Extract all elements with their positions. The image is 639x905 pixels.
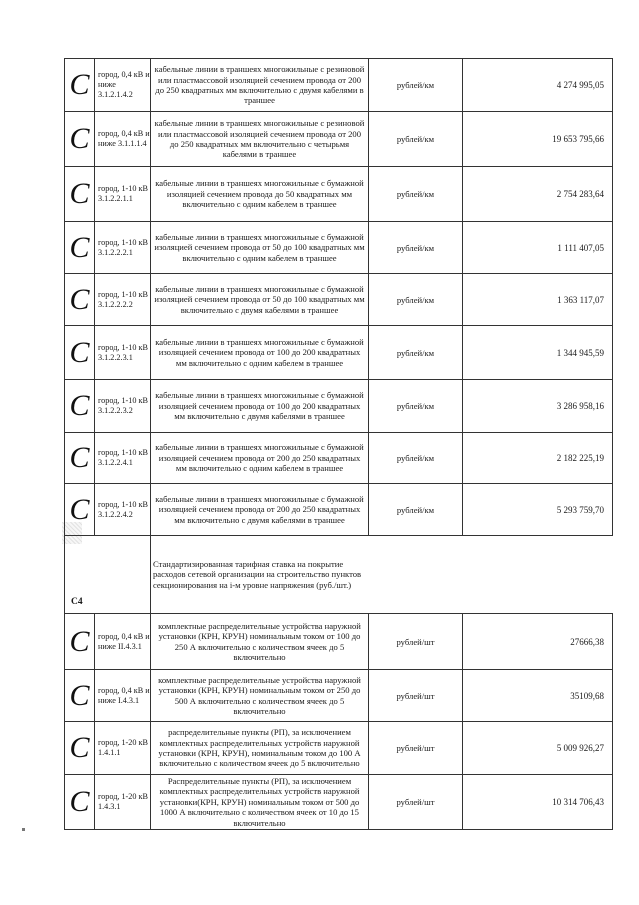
row-unit: рублей/км — [369, 274, 463, 326]
tariff-row — [65, 433, 613, 484]
row-code: город, 1-20 кВ 1.4.1.1 — [95, 722, 151, 775]
section-title-cell — [151, 536, 369, 614]
tariff-row — [65, 775, 613, 830]
row-value: 5 009 926,27 — [463, 722, 613, 775]
row-unit: рублей/шт — [369, 722, 463, 775]
row-unit: рублей/км — [369, 380, 463, 433]
row-value: 4 274 995,05 — [463, 59, 613, 112]
symbol-c: С — [65, 380, 95, 433]
row-description: комплектные распределительные устройства наружной установки (КРН, КРУН) номинальным током от 250 до 500 А включительно с количеством ячеек до 5 включительно — [151, 670, 369, 722]
symbol-c: С — [65, 614, 95, 670]
row-description: кабельные линии в траншеях многожильные с бумажной изоляцией сечением провода от 200 до 250 квадратных мм включительно с одним кабелем в траншее — [151, 433, 369, 484]
tariff-row — [65, 484, 613, 536]
symbol-c: С — [65, 670, 95, 722]
row-unit: рублей/км — [369, 222, 463, 274]
row-code: город, 0,4 кВ и ниже 3.1.2.1.4.2 — [95, 59, 151, 112]
tariff-row — [65, 167, 613, 222]
row-unit: рублей/км — [369, 59, 463, 112]
row-code: город, 1-10 кВ 3.1.2.2.4.2 — [95, 484, 151, 536]
row-unit: рублей/км — [369, 433, 463, 484]
row-code: город, 1-10 кВ 3.1.2.2.4.1 — [95, 433, 151, 484]
row-value: 1 344 945,59 — [463, 326, 613, 380]
row-value: 2 182 225,19 — [463, 433, 613, 484]
row-code: город, 1-20 кВ 1.4.3.1 — [95, 775, 151, 830]
row-description: кабельные линии в траншеях многожильные с резиновой или пластмассовой изоляцией сечением провода от 200 до 250 квадратных мм включительно с двумя кабелями в траншее — [151, 59, 369, 112]
tariff-row — [65, 274, 613, 326]
symbol-c: С — [65, 326, 95, 380]
row-description: кабельные линии в траншеях многожильные с бумажной изоляцией сечением провода от 100 до 200 квадратных мм включительно с одним кабелем в траншее — [151, 326, 369, 380]
row-code: город, 0,4 кВ и ниже II.4.3.1 — [95, 614, 151, 670]
row-description: кабельные линии в траншеях многожильные с бумажной изоляцией сечением провода от 200 до 250 квадратных мм включительно с двумя кабелями в траншее — [151, 484, 369, 536]
row-value: 35109,68 — [463, 670, 613, 722]
symbol-c: С — [65, 222, 95, 274]
tariff-row — [65, 112, 613, 167]
row-unit: рублей/км — [369, 112, 463, 167]
row-code: город, 1-10 кВ 3.1.2.2.2.1 — [95, 222, 151, 274]
row-code: город, 1-10 кВ 3.1.2.2.1.1 — [95, 167, 151, 222]
row-description: кабельные линии в траншеях многожильные с бумажной изоляцией сечением провода от 50 до 100 квадратных мм включительно с двумя кабелями в траншее — [151, 274, 369, 326]
tariff-row — [65, 59, 613, 112]
tariff-row — [65, 380, 613, 433]
row-value: 27666,38 — [463, 614, 613, 670]
row-value: 10 314 706,43 — [463, 775, 613, 830]
tariff-row — [65, 670, 613, 722]
row-description: кабельные линии в траншеях многожильные с резиновой или пластмассовой изоляцией сечением провода от 200 до 250 квадратных мм включительно с четырьмя кабелями в траншее — [151, 112, 369, 167]
symbol-c: С — [65, 167, 95, 222]
row-code: город, 1-10 кВ 3.1.2.2.3.1 — [95, 326, 151, 380]
row-unit: рублей/км — [369, 484, 463, 536]
row-value: 3 286 958,16 — [463, 380, 613, 433]
row-description: кабельные линии в траншеях многожильные с бумажной изоляцией сечением провода от 100 до 200 квадратных мм включительно с двумя кабелями в траншее — [151, 380, 369, 433]
symbol-c: С — [65, 484, 95, 536]
row-code: город, 1-10 кВ 3.1.2.2.3.2 — [95, 380, 151, 433]
row-unit: рублей/шт — [369, 614, 463, 670]
section-title: Стандартизированная тарифная ставка на покрытие расходов сетевой организации на строительство пунктов секционирования на i-м уровне напряжения (руб./шт.) — [153, 558, 362, 590]
row-code: город, 1-10 кВ 3.1.2.2.2.2 — [95, 274, 151, 326]
row-value: 5 293 759,70 — [463, 484, 613, 536]
row-description: кабельные линии в траншеях многожильные с бумажной изоляцией сечением провода до 50 квадратных мм включительно с одним кабелем в траншее — [151, 167, 369, 222]
row-code: город, 0,4 кВ и ниже 3.1.1.1.4 — [95, 112, 151, 167]
symbol-c: С — [65, 775, 95, 830]
row-unit: рублей/шт — [369, 670, 463, 722]
tariff-table — [64, 58, 613, 830]
symbol-c: С — [65, 112, 95, 167]
row-unit: рублей/км — [369, 326, 463, 380]
section-row — [65, 536, 613, 614]
row-description: Распределительные пункты (РП), за исключением комплектных распределительных устройств наружной установки(КРН, КРУН) номинальным током от 500 до 1000 А включительно с количеством ячеек от 10 до 15 включительно — [151, 775, 369, 830]
row-unit: рублей/шт — [369, 775, 463, 830]
symbol-c: С — [65, 722, 95, 775]
row-description: распределительные пункты (РП), за исключением комплектных распределительных устройств наружной установки (КРН, КРУН), номинальным током до 100 А включительно с количеством ячеек до 5 включительно — [151, 722, 369, 775]
symbol-c: С — [65, 59, 95, 112]
row-value: 19 653 795,66 — [463, 112, 613, 167]
row-value: 1 363 117,07 — [463, 274, 613, 326]
row-description: кабельные линии в траншеях многожильные с бумажной изоляцией сечением провода от 50 до 100 квадратных мм включительно с одним кабелем в траншее — [151, 222, 369, 274]
tariff-row — [65, 614, 613, 670]
tariff-row — [65, 722, 613, 775]
row-unit: рублей/км — [369, 167, 463, 222]
row-value: 2 754 283,64 — [463, 167, 613, 222]
symbol-c: С — [65, 274, 95, 326]
tariff-row — [65, 326, 613, 380]
row-code: город, 0,4 кВ и ниже I.4.3.1 — [95, 670, 151, 722]
row-value: 1 111 407,05 — [463, 222, 613, 274]
section-code: С4 — [65, 536, 151, 614]
tariff-row — [65, 222, 613, 274]
symbol-c: С — [65, 433, 95, 484]
scan-dot — [22, 828, 25, 831]
row-description: комплектные распределительные устройства наружной установки (КРН, КРУН) номинальным током от 100 до 250 А включительно с количеством ячеек до 5 включительно — [151, 614, 369, 670]
